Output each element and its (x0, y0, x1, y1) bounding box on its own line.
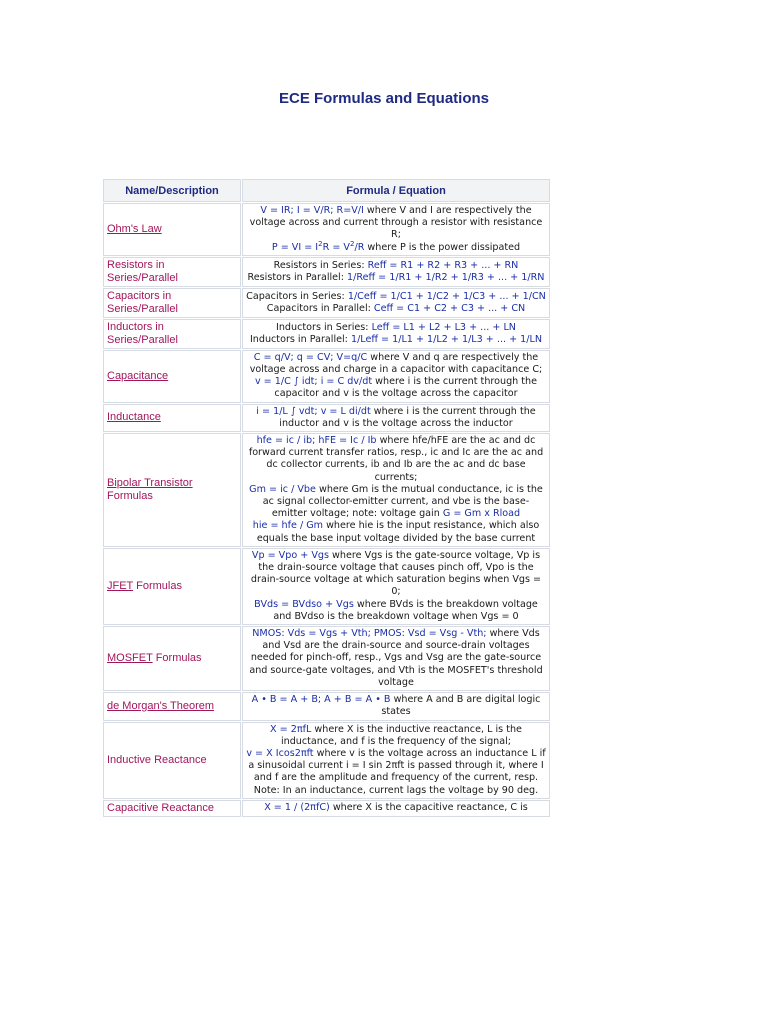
row-formula (242, 203, 550, 256)
table-row (103, 626, 550, 691)
formula-text: where A and B are digital logic states (381, 694, 541, 718)
formula-part: P = VI = I (271, 241, 319, 253)
formula-text: where i is the current through the capacitor and v is the voltage across the capacitor (274, 376, 538, 400)
formula-text: where X is the capacitive reactance, C is (329, 802, 528, 814)
jfet-link[interactable]: JFET (107, 579, 134, 592)
table-row (103, 319, 550, 349)
row-name (103, 350, 241, 403)
formula-text: where V and I are respectively the voltage across and current through a resistor with resistance R; (249, 205, 543, 241)
row-name (103, 404, 241, 432)
row-name: Inductive Reactance (103, 722, 241, 799)
table-row (103, 288, 550, 318)
formula-text: where X is the inductive reactance, L is the inductance, and f is the frequency of the signal; (280, 723, 522, 747)
formula: Gm = ic / Vbe (249, 483, 316, 495)
formula-text: Capacitors in Parallel: (266, 302, 374, 314)
superscript: 2 (350, 239, 355, 248)
capacitance-link[interactable]: Capacitance (107, 369, 169, 382)
formula: Leff = L1 + L2 + L3 + ... + LN (371, 321, 516, 333)
formula-part: R = V (322, 241, 350, 253)
de-morgans-theorem-link[interactable]: de Morgan's Theorem (107, 699, 215, 712)
formula: Reff = R1 + R2 + R3 + ... + RN (367, 259, 519, 271)
formula: A • B = A + B; A + B = A • B (251, 694, 391, 706)
row-formula (242, 433, 550, 547)
row-formula (242, 404, 550, 432)
table-row (103, 257, 550, 287)
table-row (103, 433, 550, 547)
formula-text: where Gm is the mutual conductance, ic is the ac signal collector-emitter current, and vbe is the base-emitter voltage; note: voltage gain (262, 483, 543, 520)
formula-text: Inductors in Parallel: (249, 333, 351, 345)
row-name (103, 626, 241, 691)
formula: X = 1 / (2πfC) (264, 802, 330, 814)
formula: BVds = BVdso + Vgs (254, 598, 354, 610)
formula: 1/Reff = 1/R1 + 1/R2 + 1/R3 + ... + 1/RN (347, 271, 545, 283)
row-name: Capacitors in Series/Parallel (103, 288, 241, 318)
formula: C = q/V; q = CV; V=q/C (253, 351, 368, 363)
formula-table (102, 178, 551, 818)
formula: 1/Leff = 1/L1 + 1/L2 + 1/L3 + ... + 1/LN (350, 333, 543, 345)
row-name-rest: Formulas (133, 579, 182, 592)
formula-part: /R (354, 241, 365, 253)
table-row (103, 350, 550, 403)
table-row (103, 722, 550, 799)
row-name (103, 548, 241, 625)
row-formula (242, 548, 550, 625)
formula-text: Note: In an inductance, current lags the voltage by 90 deg. (253, 784, 539, 796)
ohms-law-link[interactable]: Ohm's Law (107, 222, 162, 235)
formula: hie = hfe / Gm (252, 520, 324, 532)
formula: V = IR; I = V/R; R=V/I (260, 205, 364, 216)
row-name: Inductors in Series/Parallel (103, 319, 241, 349)
table-row (103, 404, 550, 432)
formula: G = Gm x Rload (442, 508, 521, 520)
formula: Vp = Vpo + Vgs (251, 549, 329, 561)
formula-text: Resistors in Parallel: (247, 271, 348, 283)
formula: v = 1/C ∫ idt; i = C dv/dt (254, 376, 373, 388)
bipolar-transistor-link[interactable]: Bipolar Transistor (107, 476, 193, 489)
formula-text: where BVds is the breakdown voltage and BVdso is the breakdown voltage when Vgs = 0 (273, 598, 538, 622)
inductance-link[interactable]: Inductance (107, 411, 161, 424)
formula-text: where hie is the input resistance, which also equals the base input voltage divided by the base current (256, 520, 540, 544)
formula: X = 2πfL (270, 723, 312, 735)
row-formula (242, 722, 550, 799)
table-row (103, 203, 550, 256)
mosfet-link[interactable]: MOSFET (107, 652, 153, 665)
formula (271, 239, 365, 253)
row-name (103, 203, 241, 256)
formula: i = 1/L ∫ vdt; v = L di/dt (256, 405, 371, 417)
formula-text: Capacitors in Series: (246, 290, 348, 302)
header-formula: Formula / Equation (242, 179, 550, 202)
formula-text: where hfe/hFE are the ac and dc forward current transfer ratios, resp., ic and Ic are the ac and dc collector currents, ib and Ib are the ac and dc base currents; (248, 435, 544, 483)
row-formula (242, 350, 550, 403)
row-name-rest: Formulas (107, 489, 153, 502)
row-formula (242, 319, 550, 349)
formula: 1/Ceff = 1/C1 + 1/C2 + 1/C3 + ... + 1/CN (347, 290, 546, 302)
row-formula (242, 692, 550, 720)
superscript: 2 (318, 239, 323, 248)
formula: Ceff = C1 + C2 + C3 + ... + CN (373, 302, 526, 314)
header-name: Name/Description (103, 179, 241, 202)
row-name: Resistors in Series/Parallel (103, 257, 241, 287)
row-name: Capacitive Reactance (103, 800, 241, 817)
formula-text: where Vds and Vsd are the drain-source and source-drain voltages needed for pinch-off, resp., Vgs and Vsg are the gate-source and source-gate voltages, and Vth is the MOSFET's threshold voltage (249, 628, 543, 688)
formula-text: where Vgs is the gate-source voltage, Vp is the drain-source voltage that causes pinch off, Vpo is the drain-source voltage at which saturation begins when Vgs = 0; (250, 549, 542, 598)
formula-text: where i is the current through the inductor and v is the voltage across the inductor (279, 405, 536, 429)
formula-text: Inductors in Series: (276, 321, 372, 333)
table-header-row (103, 179, 550, 202)
formula: hfe = ic / ib; hFE = Ic / Ib (256, 435, 377, 447)
row-name (103, 692, 241, 720)
page-title: ECE Formulas and Equations (278, 90, 490, 107)
row-formula (242, 800, 550, 817)
formula-text: where V and q are respectively the voltage across and charge in a capacitor with capacitance C; (249, 351, 543, 376)
row-name-rest: Formulas (152, 652, 202, 665)
formula: NMOS: Vds = Vgs + Vth; PMOS: Vsd = Vsg - Vth; (252, 628, 487, 640)
row-formula (242, 257, 550, 287)
formula: v = X Icos2πft (246, 747, 314, 759)
formula-text: where v is the voltage across an inductance L if a sinusoidal current i = I sin 2πft is passed through it, where I and f are the amplitude and frequency of the current, resp. (248, 747, 546, 784)
table-row (103, 692, 550, 720)
row-name (103, 433, 241, 547)
row-formula (242, 288, 550, 318)
table-row (103, 548, 550, 625)
formula-text: where P is the power dissipated (364, 241, 521, 253)
table-row (103, 800, 550, 817)
formula-text: Resistors in Series: (273, 259, 368, 271)
row-formula (242, 626, 550, 691)
